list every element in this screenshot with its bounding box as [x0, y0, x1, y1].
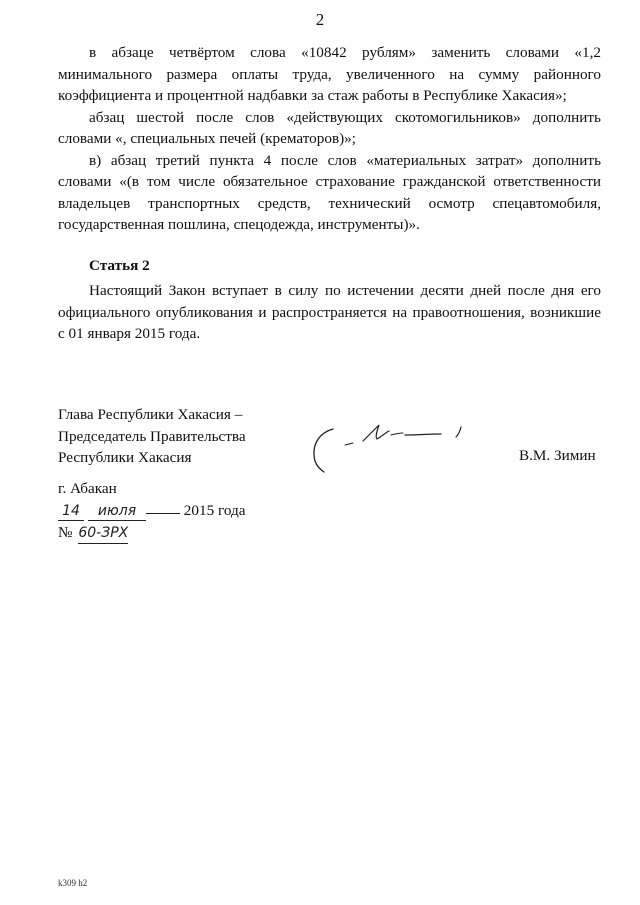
article-heading: Статья 2 [89, 256, 150, 274]
article-text: Настоящий Закон вступает в силу по истечении десяти дней после дня его официального опубликования и распространяется на правоотношения, возникшие с 01 января 2015 года. [58, 282, 601, 342]
footer-code: k309 h2 [58, 878, 88, 888]
law-number-handwritten: 60-ЗРХ [78, 523, 128, 545]
number-line [58, 522, 245, 545]
date-line [58, 500, 245, 523]
handwritten-signature [305, 415, 480, 475]
paragraph-amendment-6: абзац шестой после слов «действующих скотомогильников» дополнить словами «, специальных печей (крематоров)»; [58, 108, 601, 147]
position-line: Глава Республики Хакасия – [58, 406, 243, 423]
date-year: 2015 года [183, 501, 246, 519]
date-day-handwritten: 14 [58, 501, 84, 523]
number-sign: № [58, 524, 73, 541]
city-line: г. Абакан [58, 480, 117, 497]
signer-name: В.М. Зимин [519, 447, 596, 464]
paragraph-amendment-v: в) абзац третий пункта 4 после слов «материальных затрат» дополнить словами «(в том числе обязательное страхование гражданской ответственности владельцев транспортных средств, технический осмотр спецавтомобиля, государственная пошлина, спецодежда, инструменты)». [58, 151, 601, 233]
position-line: Республики Хакасия [58, 449, 192, 466]
page-number: 2 [315, 10, 325, 29]
document-body [58, 42, 601, 345]
date-month-handwritten: июля [88, 501, 146, 523]
place-and-date [58, 478, 245, 545]
position-line: Председатель Правительства [58, 427, 246, 445]
paragraph-amendment-4: в абзаце четвёртом слова «10842 рублям» заменить словами «1,2 минимального размера оплаты труда, увеличенного на сумму районного коэффициента и процентной надбавки за стаж работы в Республике Хакасия»; [58, 44, 601, 104]
signatory-position [58, 404, 246, 469]
